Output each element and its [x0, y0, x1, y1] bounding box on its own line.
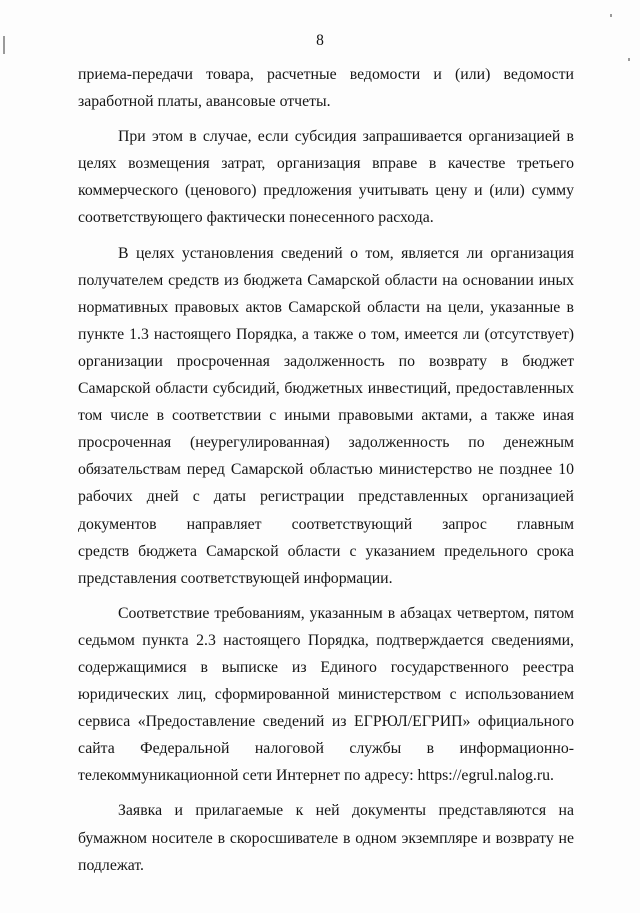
text-line: Заявка и прилагаемые к ней документы представляются на: [118, 802, 574, 820]
text-line: бумажном носителе в скоросшивателе в одном экземпляре и возврату не: [78, 829, 574, 847]
text-line: том числе в соответствии с иными правовыми актами, а также иная: [78, 407, 574, 425]
body-text: [78, 61, 574, 879]
text-line: получателем средств из бюджета Самарской области на основании иных: [78, 271, 574, 289]
scan-mark: [610, 14, 612, 17]
text-line: представления соответствующей информации.: [78, 569, 393, 587]
text-line: приема-передачи товара, расчетные ведомости и (или) ведомости: [78, 66, 574, 83]
text-line: рабочих дней с даты регистрации представленных организацией: [78, 488, 574, 506]
paragraph: [78, 797, 574, 878]
paragraph: [78, 61, 574, 115]
text-line: средств бюджета Самарской области с указанием предельного срока: [78, 542, 574, 560]
text-line: Соответствие требованиям, указанным в абзацах четвертом, пятом: [118, 604, 574, 622]
text-line: Самарской области субсидий, бюджетных инвестиций, предоставленных: [78, 380, 574, 398]
text-line: содержащимися в выписке из Единого государственного реестра: [78, 658, 574, 676]
text-line: целях возмещения затрат, организация вправе в качестве третьего: [78, 155, 574, 173]
paragraph: [78, 240, 574, 592]
text-line: документов направляет соответствующий запрос главным: [78, 515, 574, 533]
text-line: просроченная (неурегулированная) задолженность по денежным: [78, 434, 574, 452]
text-line: обязательствам перед Самарской областью министерство не позднее 10: [78, 461, 574, 479]
text-line: телекоммуникационной сети Интернет по адресу: https://egrul.nalog.ru.: [78, 767, 554, 785]
page-number: 8: [316, 32, 324, 49]
text-line: пункте 1.3 настоящего Порядка, а также о том, имеется ли (отсутствует): [78, 325, 574, 343]
text-line: подлежат.: [78, 856, 145, 874]
text-line: коммерческого (ценового) предложения учитывать цену и (или) сумму: [78, 182, 574, 200]
text-line: В целях установления сведений о том, является ли организация: [118, 244, 574, 262]
text-line: нормативных правовых актов Самарской области на цели, указанные в: [78, 298, 574, 316]
paragraph: [78, 600, 574, 790]
paragraph: [78, 123, 574, 231]
text-line: заработной платы, авансовые отчеты.: [78, 93, 331, 111]
scan-mark: [3, 36, 5, 54]
scan-mark: [628, 58, 630, 61]
text-line: юридических лиц, сформированной министерством с использованием: [78, 686, 574, 704]
text-line: соответствующего фактически понесенного расхода.: [78, 209, 434, 227]
text-line: седьмом пункта 2.3 настоящего Порядка, подтверждается сведениями,: [78, 631, 574, 649]
text-line: организации просроченная задолженность по возврату в бюджет: [78, 352, 574, 370]
text-line: сервиса «Предоставление сведений из ЕГРЮЛ/ЕГРИП» официального: [78, 713, 574, 731]
text-line: сайта Федеральной налоговой службы в информационно-: [78, 740, 574, 758]
text-line: При этом в случае, если субсидия запрашивается организацией в: [118, 128, 574, 146]
